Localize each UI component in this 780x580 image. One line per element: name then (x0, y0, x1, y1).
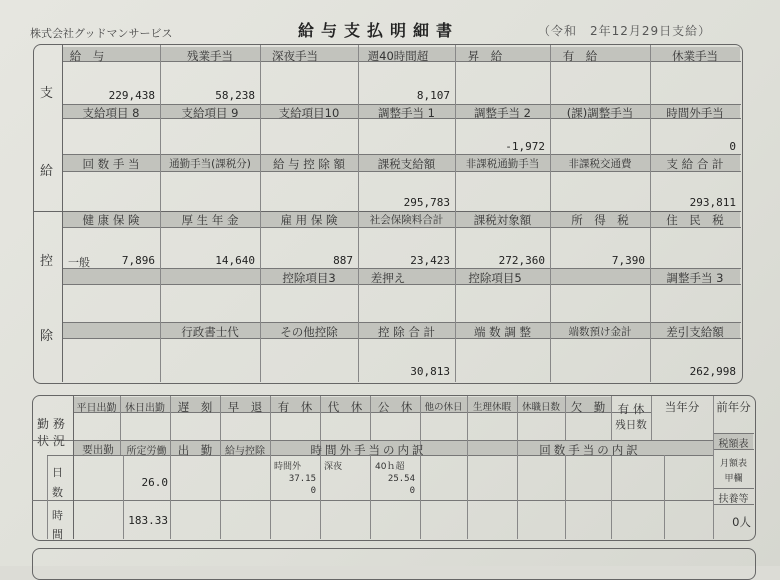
pay-r1-h3: 週40時間超 (367, 49, 429, 63)
att-fuyo-value: 0人 (732, 515, 751, 529)
att-tonen: 当年分 (664, 400, 700, 414)
pay-r2-v4: -1,972 (505, 140, 545, 153)
att-fuyo-label: 扶養等 (718, 494, 749, 505)
pay-r2-h3: 調整手当 1 (378, 106, 435, 120)
pay-r3-v3: 295,783 (403, 196, 450, 209)
ded-r2-h6: 調整手当 3 (666, 271, 724, 285)
att-40h-v1: 25.54 (387, 474, 415, 484)
att-r1-h4: 有 休 (277, 400, 313, 414)
pay-r1-h0: 給 与 (69, 49, 105, 63)
pay-r3-h1: 通勤手当(課税分) (169, 158, 251, 170)
ded-r3-h2: その他控除 (280, 325, 338, 339)
ded-r1-v3: 23,423 (410, 254, 450, 267)
pay-r3-h5: 非課税交通費 (568, 158, 632, 170)
company-name: 株式会社グッドマンサービス (30, 27, 173, 40)
ded-r3-h4: 端 数 調 整 (474, 325, 531, 339)
att-r1-h3: 早 退 (227, 400, 263, 414)
att-r1-h5: 代 休 (327, 400, 363, 414)
ded-r1-h3: 社会保険料合計 (369, 214, 444, 226)
pay-r1-v1: 58,238 (215, 89, 255, 102)
att-zei-title: 税額表 (718, 439, 749, 450)
pay-r2-v6: 0 (729, 140, 736, 153)
pay-r3-v6: 293,811 (689, 196, 736, 209)
pay-r1-v3: 8,107 (416, 89, 450, 102)
pay-r3-h6: 支 給 合 計 (666, 157, 724, 171)
ded-r1-v1: 14,640 (215, 254, 255, 267)
att-ot-v1: 37.15 (288, 474, 316, 484)
att-side-jokyo: 状 況 (37, 434, 65, 448)
att-side-kinmu: 勤 務 (37, 417, 65, 431)
pay-r1-h6: 休業手当 (672, 49, 718, 63)
pay-r1-h1: 残業手当 (187, 49, 233, 63)
att-r1-h10: 欠 勤 (570, 400, 606, 414)
pay-r1-h2: 深夜手当 (272, 49, 318, 63)
pay-r1-h5: 有 給 (562, 49, 598, 63)
ded-r2-h3: 差押え (370, 271, 406, 285)
ded-r2-h4: 控除項目5 (468, 271, 522, 285)
pay-r2-h6: 時間外手当 (666, 106, 724, 120)
side-label-shikyu-1: 支 (40, 86, 54, 101)
att-ot-v2: 0 (310, 486, 316, 496)
att-ji-1: 時 (52, 509, 63, 522)
att-r1-h8: 生理休暇 (472, 402, 511, 413)
pay-r3-h3: 課税支給額 (377, 157, 436, 171)
att-yukyu-1: 有 休 (617, 402, 645, 416)
att-kaisu-breakdown-title: 回数手当の内訳 (539, 443, 641, 457)
pay-r1-h4: 昇 給 (467, 49, 503, 63)
side-label-shikyu-2: 給 (40, 164, 54, 179)
ded-r2-h2: 控除項目3 (282, 271, 336, 285)
payment-date: （令和 2年12月29日支給） (538, 24, 712, 38)
ded-r1-v4: 272,360 (498, 254, 545, 267)
side-label-kojo-1: 控 (40, 254, 54, 269)
att-yukyu-2: 残日数 (615, 419, 647, 431)
att-ji-2: 間 (52, 528, 63, 541)
att-zennen: 前年分 (716, 400, 751, 414)
ded-r3-h6: 差引支給額 (666, 325, 724, 339)
ded-r3-h5: 端数預け金計 (568, 326, 632, 338)
pay-r2-h0: 支給項目 8 (82, 106, 140, 120)
att-night-label: 深夜 (324, 462, 343, 472)
att-nichi-1: 日 (52, 466, 63, 479)
att-hours-value: 183.33 (128, 514, 168, 527)
att-days-value: 26.0 (141, 476, 168, 489)
ded-r1-v5: 7,390 (611, 254, 645, 267)
pay-r2-h2: 支給項目10 (278, 106, 340, 120)
pay-r2-h5: (課)調整手当 (566, 106, 634, 120)
att-r2-h0: 要出勤 (82, 444, 114, 456)
att-r2-h3: 給与控除 (225, 446, 265, 457)
ded-r1-h6: 住 民 税 (666, 213, 724, 227)
att-r2-h2: 出 勤 (177, 443, 213, 457)
ded-r3-h3: 控 除 合 計 (378, 325, 435, 339)
ded-r1-h5: 所 得 税 (571, 213, 629, 227)
att-40h-v2: 0 (409, 486, 415, 496)
pay-r3-h4: 非課税通勤手当 (465, 158, 540, 170)
att-zei-2: 甲欄 (724, 474, 743, 484)
pay-r1-v0: 229,438 (108, 89, 155, 102)
att-r1-h1: 休日出勤 (125, 403, 165, 414)
page-title: 給与支払明細書 (298, 21, 460, 40)
att-r1-h0: 平日出勤 (76, 403, 117, 414)
ded-r1-h4: 課税対象額 (473, 213, 532, 227)
pay-r3-h2: 給 与 控 除 額 (272, 157, 346, 171)
att-zei-1: 月額表 (719, 459, 747, 469)
att-r2-h1: 所定労働 (126, 446, 167, 457)
ded-r1-v2: 887 (333, 254, 353, 267)
att-40h-label: 40ｈ超 (375, 462, 405, 472)
ded-r1-h0: 健 康 保 険 (82, 213, 140, 227)
att-r1-h9: 休職日数 (521, 402, 560, 413)
ded-r1-ippan-label: 一般 (68, 256, 90, 269)
ded-r1-h1: 厚 生 年 金 (181, 213, 239, 227)
pay-r2-h4: 調整手当 2 (474, 106, 531, 120)
ded-r3-v6: 262,998 (689, 365, 736, 378)
pay-r3-h0: 回 数 手 当 (82, 157, 140, 171)
pay-r2-h1: 支給項目 9 (181, 106, 239, 120)
ded-r3-v3: 30,813 (410, 365, 450, 378)
att-r1-h2: 遅 刻 (177, 400, 213, 414)
att-overtime-breakdown-title: 時間外手当の内訳 (310, 443, 427, 457)
att-r1-h7: 他の休日 (424, 402, 463, 413)
att-nichi-2: 数 (52, 486, 63, 499)
ded-r1-h2: 雇 用 保 険 (280, 213, 338, 227)
ded-r1-v0: 7,896 (121, 254, 155, 267)
side-label-kojo-2: 除 (40, 329, 54, 344)
bottom-notes-box (32, 548, 756, 580)
ded-r3-h1: 行政書士代 (181, 325, 239, 339)
att-ot-label: 時間外 (274, 462, 302, 472)
att-r1-h6: 公 休 (377, 400, 413, 414)
